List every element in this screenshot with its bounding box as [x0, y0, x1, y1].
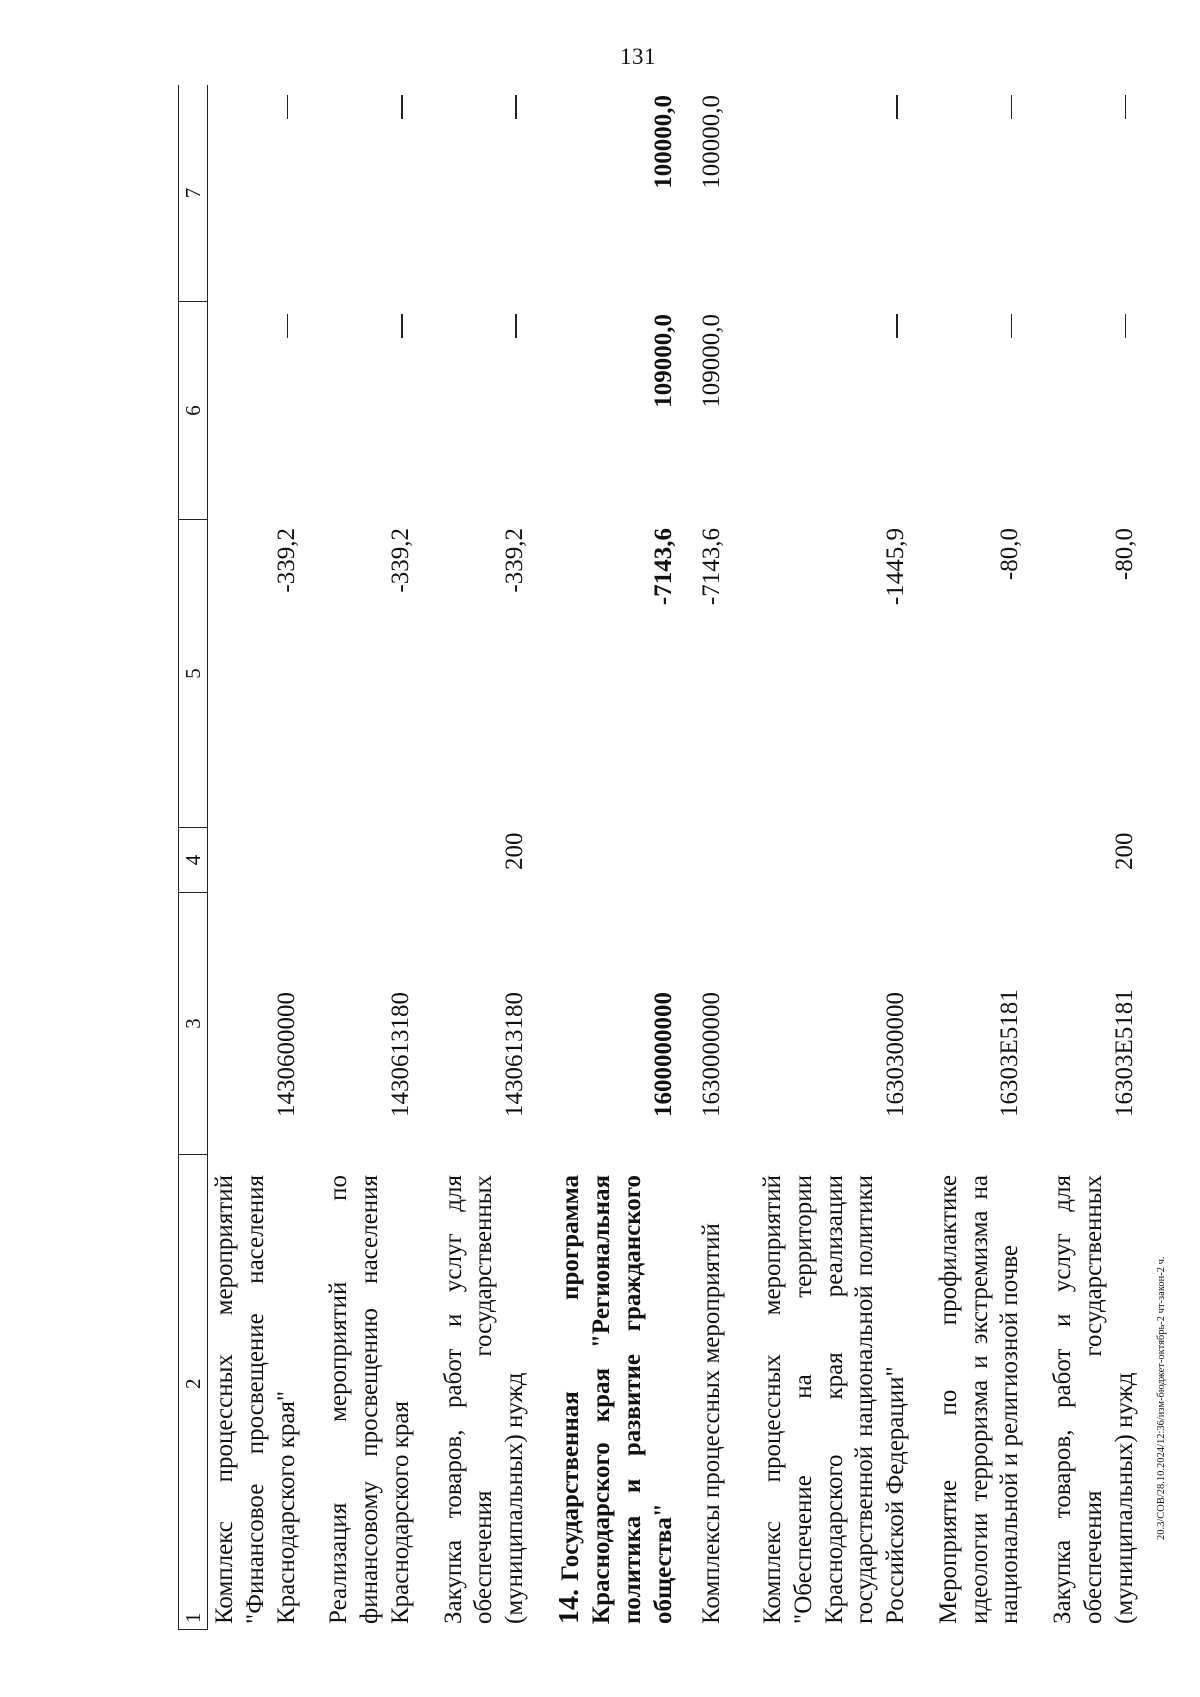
row-amount-col6	[728, 302, 912, 520]
row-code: 1600000000	[649, 992, 677, 1117]
dash-mark	[401, 314, 403, 338]
row-description	[302, 1155, 416, 1630]
row-expense-type: 200	[501, 832, 528, 870]
row-amount-col6: 109000,0	[698, 314, 726, 408]
row-code: 16303Е5181	[996, 989, 1024, 1117]
row-expense-type	[531, 828, 680, 893]
header-col-7: 7	[178, 85, 208, 302]
row-amount-col7: 100000,0	[649, 95, 677, 189]
row-expense-type	[208, 828, 302, 893]
row-text: Реализация мероприятий по финансовому просвещению населения Краснодарского края	[325, 1175, 414, 1624]
row-amount-col7	[912, 85, 1026, 302]
header-col-4: 4	[178, 828, 208, 893]
row-amount-col5: -7143,6	[649, 528, 677, 606]
dash-mark	[1125, 314, 1127, 338]
row-amount-col7	[728, 85, 912, 302]
row-amount-col5: -80,0	[1110, 528, 1138, 581]
row-amount-col6	[208, 302, 302, 520]
row-text: Государственная программа Краснодарского края "Региональная политика и развитие гражданского общества"	[556, 1175, 677, 1624]
row-expense-type	[679, 828, 728, 893]
header-col-3: 3	[178, 893, 208, 1155]
header-col-1: 1	[181, 1612, 205, 1623]
row-expense-type: 200	[1110, 832, 1138, 870]
budget-table	[178, 85, 1138, 1630]
dash-mark	[515, 95, 517, 119]
row-text: Мероприятие по профилактике идеологии терроризма и экстремизма на национальной и религиозной почве	[934, 1175, 1024, 1624]
row-description	[912, 1155, 1026, 1630]
row-amount-col5: -339,2	[386, 528, 414, 593]
row-amount-col7	[302, 85, 416, 302]
row-amount-col5: -339,2	[272, 528, 300, 593]
row-description	[728, 1155, 912, 1630]
row-amount-col5: -339,2	[501, 528, 528, 593]
row-code: 1630000000	[698, 992, 726, 1117]
row-description	[1026, 1155, 1140, 1630]
dash-mark	[515, 314, 517, 338]
row-amount-col6: 109000,0	[649, 314, 677, 408]
row-expense-type	[302, 828, 416, 893]
dash-mark	[1011, 95, 1013, 119]
dash-mark	[1011, 314, 1013, 338]
row-amount-col5: -1445,9	[882, 528, 910, 606]
dash-mark	[287, 95, 289, 119]
header-col-6: 6	[178, 302, 208, 520]
dash-mark	[896, 95, 898, 119]
dash-mark	[401, 95, 403, 119]
dash-mark	[896, 314, 898, 338]
footer-stamp: 20.3/СОВ/28.10.2024/12:36/изм-бюджет-октябрь-2 чт-закон-2 ч.	[1156, 1256, 1167, 1540]
row-code: 1430600000	[272, 992, 300, 1117]
row-amount-col5: -7143,6	[698, 528, 726, 606]
dash-mark	[287, 314, 289, 338]
header-col-5: 5	[178, 520, 208, 828]
header-col-2: 2	[181, 1378, 205, 1389]
table-grid	[178, 85, 1140, 1630]
row-amount-col6	[417, 302, 531, 520]
row-description	[679, 1155, 728, 1630]
row-amount-col7	[417, 85, 531, 302]
row-description	[417, 1155, 531, 1630]
row-amount-col6	[912, 302, 1026, 520]
row-text: Комплекс процессных мероприятий "Финансовое просвещение населения Краснодарского края"	[211, 1175, 300, 1624]
row-amount-col6	[302, 302, 416, 520]
row-code: 16303Е5181	[1110, 989, 1138, 1117]
row-code: 1430613180	[386, 992, 414, 1117]
row-amount-col7: 100000,0	[698, 95, 726, 189]
row-code: 1430613180	[501, 992, 528, 1117]
row-amount-col7	[208, 85, 302, 302]
row-amount-col7	[1026, 85, 1140, 302]
row-text: Закупка товаров, работ и услуг для обеспечения государственных (муниципальных) нужд	[1049, 1175, 1138, 1624]
row-code: 1630300000	[882, 992, 910, 1117]
row-expense-type	[728, 828, 912, 893]
row-text: Комплекс процессных мероприятий "Обеспечение на территории Краснодарского края реализации государственной национальной политики Российской Федерации"	[759, 1175, 910, 1624]
row-text: Закупка товаров, работ и услуг для обеспечения государственных (муниципальных) нужд	[439, 1175, 528, 1624]
page-number: 131	[620, 44, 656, 69]
row-amount-col5: -80,0	[996, 528, 1024, 581]
row-amount-col6	[1026, 302, 1140, 520]
row-expense-type	[912, 828, 1026, 893]
row-description	[531, 1155, 680, 1630]
row-text: Комплексы процессных мероприятий	[698, 1223, 726, 1624]
dash-mark	[1125, 95, 1127, 119]
row-description	[208, 1155, 302, 1630]
program-number: 14.	[553, 1589, 585, 1624]
header-col-1-2	[178, 1155, 208, 1630]
